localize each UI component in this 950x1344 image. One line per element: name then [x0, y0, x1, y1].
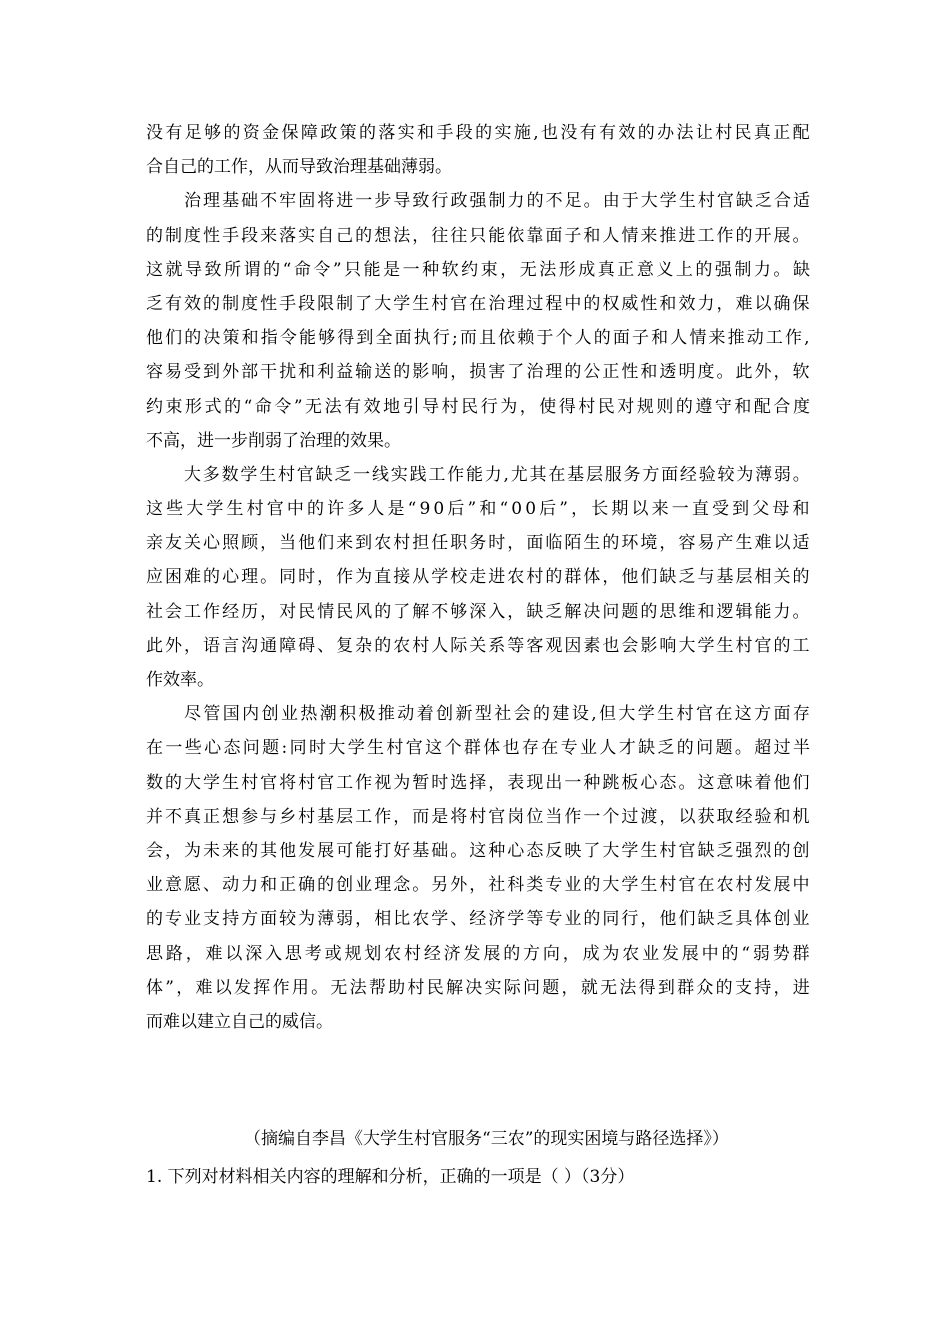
- text-line: 容 易 受 到 外 部 干 扰 和 利 益 输 送 的 影 响 ， 损 害 了 治 理 的 公 正 性 和 透 明 度 。 此 外 ， 软: [146, 362, 810, 383]
- text-line: 在 一 些 心 态 问 题 : 同 时 大 学 生 村 官 这 个 群 体 也 存 在 专 业 人 才 缺 乏 的 问 题 。 超 过 半: [146, 738, 810, 759]
- text-line: 并 不 真 正 想 参 与 乡 村 基 层 工 作 ， 而 是 将 村 官 岗 位 当 作 一 个 过 渡 ， 以 获 取 经 验 和 机: [146, 806, 810, 827]
- text-line: 没 有 足 够 的 资 金 保 障 政 策 的 落 实 和 手 段 的 实 施 , 也 没 有 有 效 的 办 法 让 村 民 真 正 配: [146, 123, 810, 143]
- text-line: 不 高 ， 进 一 步 削 弱 了 治 理 的 效 果 。: [146, 430, 401, 451]
- text-line: 大 多 数 学 生 村 官 缺 乏 一 线 实 践 工 作 能 力 , 尤 其 在 基 层 服 务 方 面 经 验 较 为 薄 弱 。: [184, 464, 810, 485]
- text-line: 亲 友 关 心 照 顾 ， 当 他 们 来 到 农 村 担 任 职 务 时 ， 面 临 陌 生 的 环 境 ， 容 易 产 生 难 以 适: [146, 533, 810, 554]
- text-line: 尽 管 国 内 创 业 热 潮 积 极 推 动 着 创 新 型 社 会 的 建 设 , 但 大 学 生 村 官 在 这 方 面 存: [184, 704, 810, 725]
- text-line: 社 会 工 作 经 历 ， 对 民 情 民 风 的 了 解 不 够 深 入 ， 缺 乏 解 决 问 题 的 思 维 和 逻 辑 能 力 。: [146, 601, 810, 622]
- article-body: [146, 116, 810, 1039]
- question-1: 1. 下列对材料相关内容的理解和分析，正确的一项是（ ）（3分）: [146, 1167, 635, 1187]
- text-line: 作 效 率 。: [146, 670, 214, 690]
- text-line: 此 外 ， 语 言 沟 通 障 碍 、 复 杂 的 农 村 人 际 关 系 等 客 观 因 素 也 会 影 响 大 学 生 村 官 的 工: [146, 635, 810, 656]
- text-line: 会 ， 为 未 来 的 其 他 发 展 可 能 打 好 基 础 。 这 种 心 态 反 映 了 大 学 生 村 官 缺 乏 强 烈 的 创: [146, 840, 810, 861]
- text-line: 约 束 形 式 的 “ 命 令 ” 无 法 有 效 地 引 导 村 民 行 为 ， 使 得 村 民 对 规 则 的 遵 守 和 配 合 度: [146, 396, 810, 417]
- text-line: 这 就 导 致 所 谓 的 “ 命 令 ” 只 能 是 一 种 软 约 束 ， 无 法 形 成 真 正 意 义 上 的 强 制 力 。 缺: [146, 259, 810, 280]
- text-line: 的 制 度 性 手 段 来 落 实 自 己 的 想 法 ， 往 往 只 能 依 靠 面 子 和 人 情 来 推 进 工 作 的 开 展 。: [146, 225, 810, 246]
- text-line: 数 的 大 学 生 村 官 将 村 官 工 作 视 为 暂 时 选 择 ， 表 现 出 一 种 跳 板 心 态 。 这 意 味 着 他 们: [146, 772, 810, 793]
- text-line: 这 些 大 学 生 村 官 中 的 许 多 人 是 “ 9 0 后 ” 和 “ 0 0 后 ” ， 长 期 以 来 一 直 受 到 父 母 和: [146, 499, 810, 520]
- text-line: 而 难 以 建 立 自 己 的 威 信 。: [146, 1011, 333, 1032]
- text-line: 体 ” ， 难 以 发 挥 作 用 。 无 法 帮 助 村 民 解 决 实 际 问 题 ， 就 无 法 得 到 群 众 的 支 持 ， 进: [146, 977, 810, 998]
- text-line: 业 意 愿 、 动 力 和 正 确 的 创 业 理 念 。 另 外 ， 社 科 类 专 业 的 大 学 生 村 官 在 农 村 发 展 中: [146, 875, 810, 896]
- text-line: 他 们 的 决 策 和 指 令 能 够 得 到 全 面 执 行 ; 而 且 依 赖 于 个 人 的 面 子 和 人 情 来 推 动 工 作 ,: [146, 328, 810, 349]
- text-line: 的 专 业 支 持 方 面 较 为 薄 弱 ， 相 比 农 学 、 经 济 学 等 专 业 的 同 行 ， 他 们 缺 乏 具 体 创 业: [146, 909, 810, 930]
- text-line: 合 自 己 的 工 作 ， 从 而 导 致 治 理 基 础 薄 弱 。: [146, 157, 452, 178]
- text-line: 思 路 ， 难 以 深 入 思 考 或 规 划 农 村 经 济 发 展 的 方 向 ， 成 为 农 业 发 展 中 的 “ 弱 势 群: [146, 943, 810, 964]
- text-line: 治 理 基 础 不 牢 固 将 进 一 步 导 致 行 政 强 制 力 的 不 足 。 由 于 大 学 生 村 官 缺 乏 合 适: [184, 191, 810, 212]
- source-citation: （摘编自李昌《大学生村官服务“三农”的现实困境与路径选择》）: [244, 1129, 729, 1149]
- text-line: 应 困 难 的 心 理 。 同 时 ， 作 为 直 接 从 学 校 走 进 农 村 的 群 体 ， 他 们 缺 乏 与 基 层 相 关 的: [146, 567, 810, 588]
- text-line: 乏 有 效 的 制 度 性 手 段 限 制 了 大 学 生 村 官 在 治 理 过 程 中 的 权 威 性 和 效 力 ， 难 以 确 保: [146, 293, 810, 314]
